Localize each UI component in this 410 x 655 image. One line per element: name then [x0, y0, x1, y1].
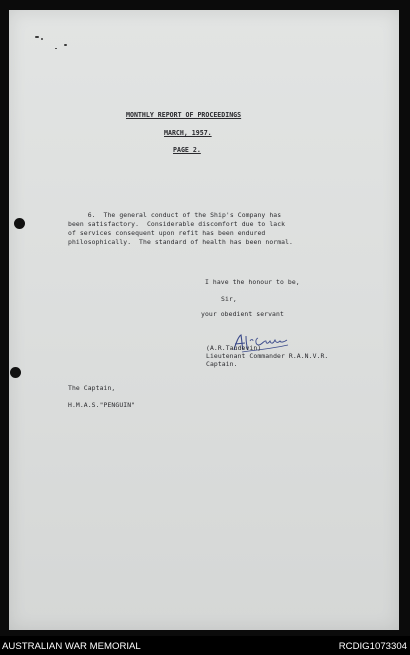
punch-hole-upper — [14, 218, 25, 229]
archive-name: AUSTRALIAN WAR MEMORIAL — [2, 641, 141, 652]
paragraph-line: been satisfactory. Considerable discomfort due to lack — [68, 220, 286, 228]
report-page-number: PAGE 2. — [173, 146, 201, 154]
addressee-ship: H.M.A.S."PENGUIN" — [68, 401, 136, 409]
ink-speck — [64, 44, 67, 46]
paragraph-line: of services consequent upon refit has been endured — [68, 229, 266, 237]
punch-hole-lower — [10, 367, 21, 378]
document-page — [9, 10, 399, 630]
ink-speck — [35, 36, 39, 38]
paragraph-line: philosophically. The standard of health has been normal. — [68, 238, 294, 246]
report-title: MONTHLY REPORT OF PROCEEDINGS — [126, 111, 242, 119]
ink-speck — [41, 38, 43, 40]
report-date: MARCH, 1957. — [164, 129, 212, 137]
signatory-rank: Lieutenant Commander R.A.N.V.R. — [206, 352, 329, 360]
ink-speck — [55, 48, 57, 49]
archive-record-id: RCDIG1073304 — [338, 641, 407, 652]
archive-footer — [0, 636, 410, 653]
closing-salutation: Sir, — [221, 295, 237, 303]
closing-honour: I have the honour to be, — [205, 278, 300, 286]
closing-servant: your obedient servant — [201, 310, 284, 318]
paragraph-line: 6. The general conduct of the Ship's Company has — [68, 211, 282, 219]
signatory-role: Captain. — [206, 360, 238, 368]
addressee-line: The Captain, — [68, 384, 116, 392]
signatory-name: (A.R.Taudevin) — [206, 344, 262, 352]
